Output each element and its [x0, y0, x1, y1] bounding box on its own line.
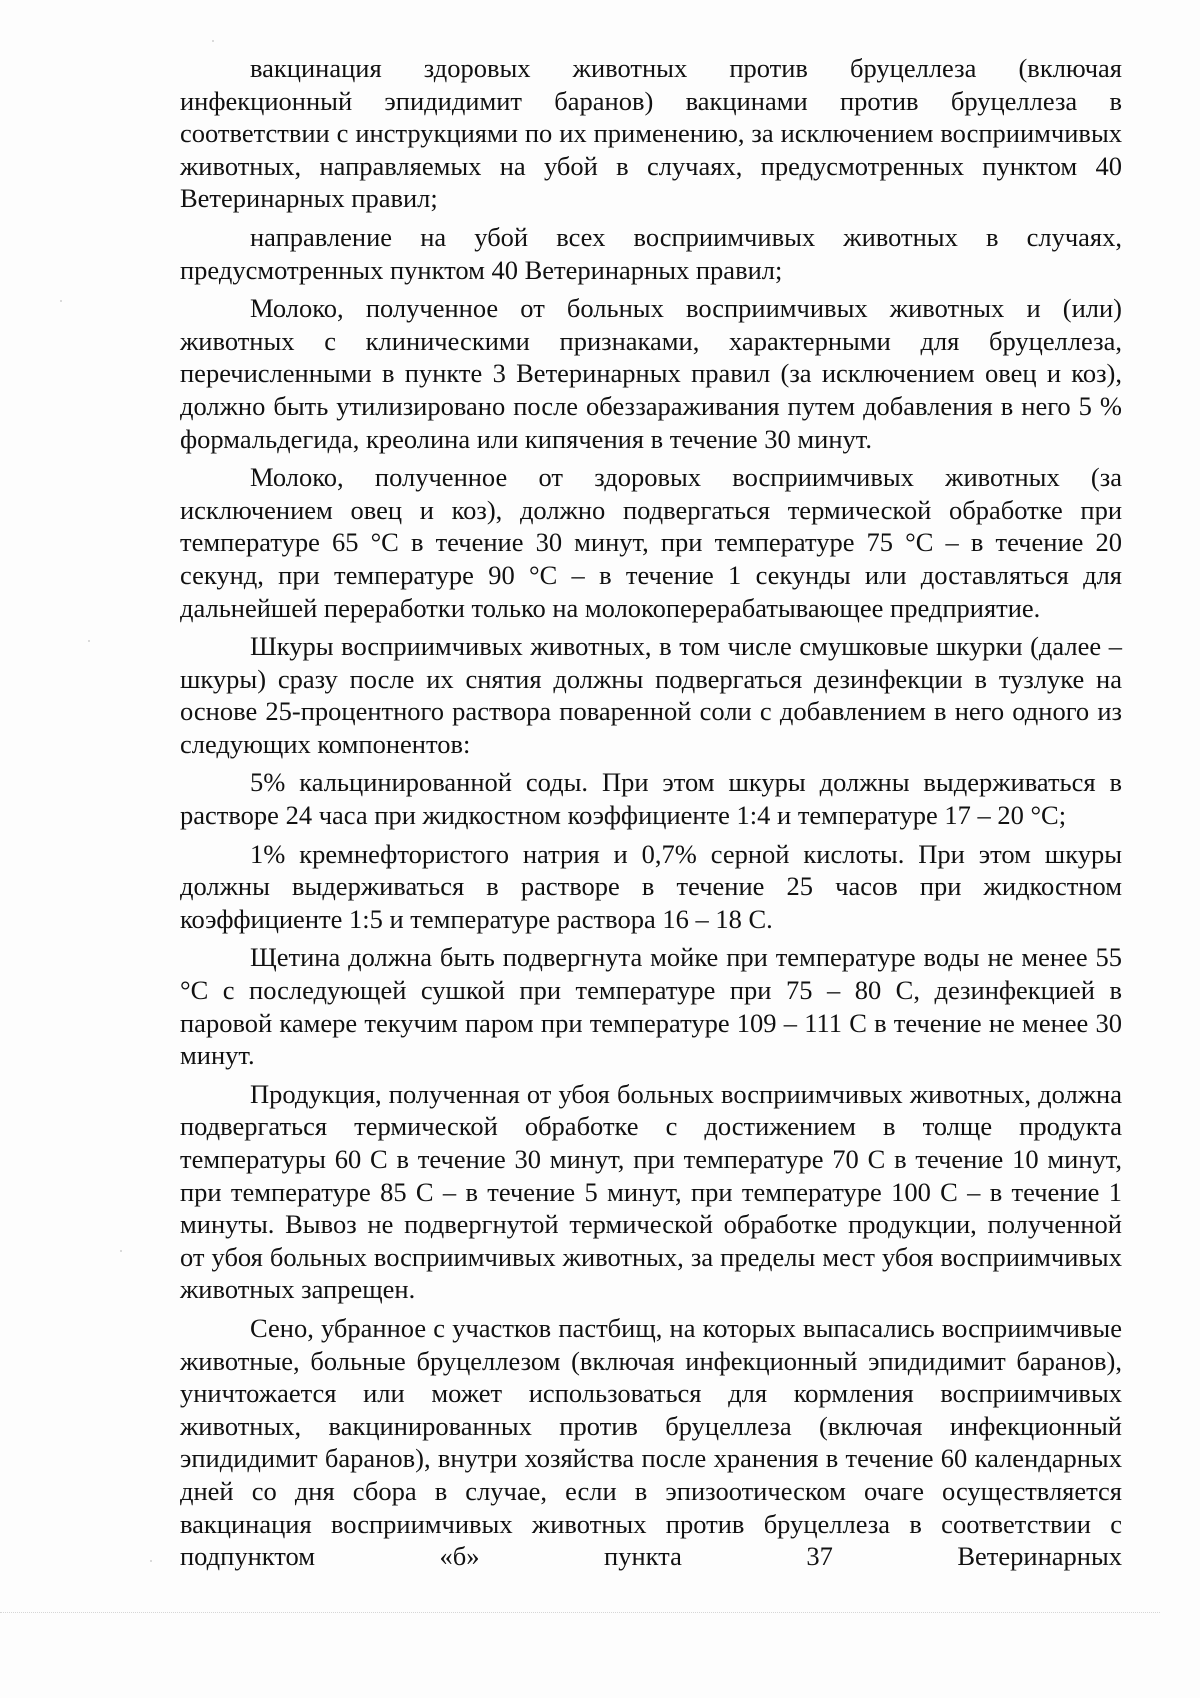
document-body [180, 52, 1122, 1579]
scan-speck [212, 40, 214, 42]
paragraph-slaughter: направление на убой всех восприимчивых животных в случаях, предусмотренных пунктом 40 Ветеринарных правил; [180, 221, 1122, 285]
paragraph-soda: 5% кальцинированной соды. При этом шкуры должны выдерживаться в растворе 24 часа при жидкостном коэффициенте 1:4 и температуре 17 – 20 °С; [180, 767, 1122, 831]
paragraph-skins: Шкуры восприимчивых животных, в том числе смушковые шкурки (далее – шкуры) сразу после их снятия должны подвергаться дезинфекции в тузлуке на основе 25-процентного раствора поваренной соли с добавлением в него одного из следующих компонентов: [180, 631, 1122, 759]
paragraph-milk-sick: Молоко, полученное от больных восприимчивых животных и (или) животных с клиническими признаками, характерными для бруцеллеза, перечисленными в пункте 3 Ветеринарных правил (за исключением овец и коз), должно быть утилизировано после обеззараживания путем добавления в него 5 % формальдегида, креолина или кипячения в течение 30 минут. [180, 293, 1122, 454]
scan-speck [60, 300, 62, 302]
paragraph-bristle: Щетина должна быть подвергнута мойке при температуре воды не менее 55 °С с последующей сушкой при температуре при 75 – 80 С, дезинфекцией в паровой камере текучим паром при температуре 109 – 111 С в течение не менее 30 минут. [180, 942, 1122, 1071]
paragraph-sodium: 1% кремнефтористого натрия и 0,7% серной кислоты. При этом шкуры должны выдерживаться в растворе в течение 25 часов при жидкостном коэффициенте 1:5 и температуре раствора 16 – 18 С. [180, 838, 1122, 934]
paragraph-milk-healthy: Молоко, полученное от здоровых восприимчивых животных (за исключением овец и коз), должно подвергаться термической обработке при температуре 65 °С в течение 30 минут, при температуре 75 °С – в течение 20 секунд, при температуре 90 °С – в течение 1 секунды или доставляться для дальнейшей переработки только на молокоперерабатывающее предприятие. [180, 462, 1122, 623]
scan-speck [120, 1250, 122, 1252]
paragraph-hay: Сено, убранное с участков пастбищ, на которых выпасались восприимчивые животные, больные бруцеллезом (включая инфекционный эпидидимит баранов), уничтожается или может использоваться для кормления восприимчивых животных, вакцинированных против бруцеллеза (включая инфекционный эпидидимит баранов), внутри хозяйства после хранения в течение 60 календарных дней со дня сбора в случае, если в эпизоотическом очаге осуществляется вакцинация восприимчивых животных против бруцеллеза в соответствии с подпунктом «б» пункта 37 Ветеринарных [180, 1312, 1122, 1572]
scan-speck [150, 1560, 152, 1562]
scan-speck [88, 640, 90, 642]
paragraph-vaccination: вакцинация здоровых животных против бруцеллеза (включая инфекционный эпидидимит баранов) вакцинами против бруцеллеза в соответствии с инструкциями по их применению, за исключением восприимчивых животных, направляемых на убой в случаях, предусмотренных пунктом 40 Ветеринарных правил; [180, 53, 1122, 214]
scan-artifact-line [0, 1612, 1160, 1614]
paragraph-products: Продукция, полученная от убоя больных восприимчивых животных, должна подвергаться термической обработке с достижением в толще продукта температуры 60 С в течение 30 минут, при температуре 70 С в течение 10 минут, при температуре 85 С – в течение 5 минут, при температуре 100 С – в течение 1 минуты. Вывоз не подвергнутой термической обработке продукции, полученной от убоя больных восприимчивых животных, за пределы мест убоя восприимчивых животных запрещен. [180, 1078, 1122, 1305]
